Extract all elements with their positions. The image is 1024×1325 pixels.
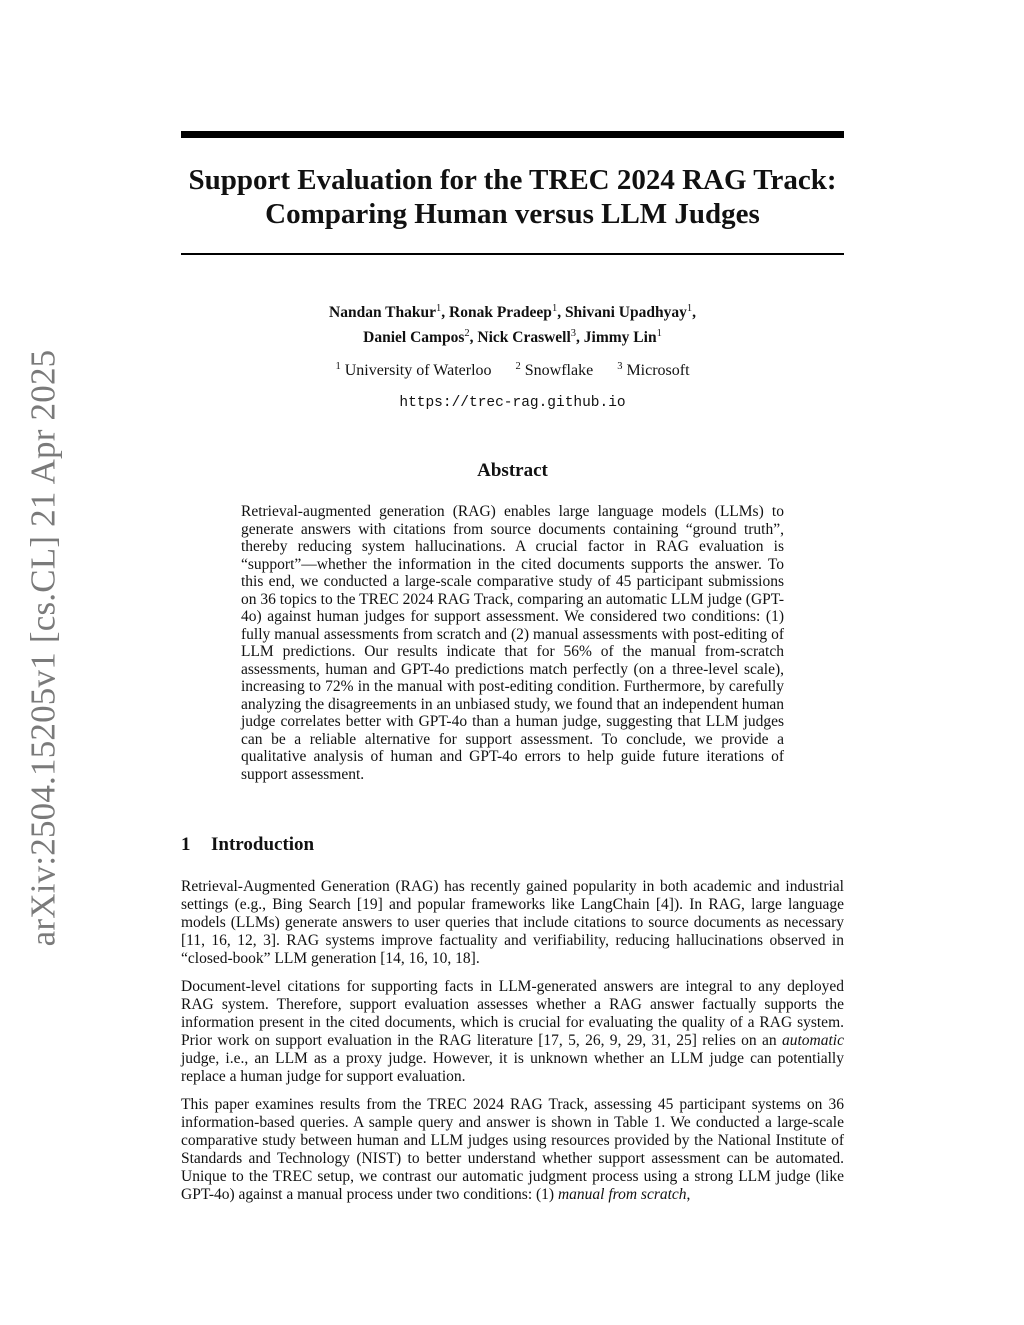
author-name: Shivani Upadhyay [564, 304, 687, 321]
arxiv-side-stamp [21, 349, 66, 946]
intro-paragraph-1: Retrieval-Augmented Generation (RAG) has recently gained popularity in both academic and industrial settings (e.g., Bing Search [19] and popular frameworks like LangChain [4]). In RAG, large language models (LLMs) generate answers to user queries that include citations to source documents as necessary [11, 16, 12, 3]. RAG systems improve factuality and verifiability, reducing hallucinations observed in “closed-book” LLM generation [14, 16, 10, 18]. [181, 878, 844, 967]
section-heading [181, 834, 844, 856]
emphasis-text: automatic [782, 1032, 844, 1049]
author-name: Ronak Pradeep [449, 304, 552, 321]
project-url[interactable]: https://trec-rag.github.io [399, 395, 626, 411]
author-list [181, 298, 844, 348]
affil-name: Snowflake [524, 362, 594, 379]
author-name: Jimmy Lin [583, 329, 657, 346]
affil-mark: 3 [617, 361, 623, 372]
introduction-body [181, 878, 844, 1214]
abstract-heading: Abstract [477, 460, 548, 481]
intro-paragraph-3 [181, 1096, 844, 1204]
emphasis-text: manual from scratch [557, 1186, 687, 1203]
author-affil-mark: 1 [436, 303, 442, 314]
paragraph-text: Document-level citations for supporting facts in LLM-generated answers are integral to any deployed RAG system. Therefore, support evaluation assesses whether a RAG answer factually supports the information present in the cited documents, which is crucial for evaluating the quality of a RAG system. Prior work on support evaluation in the RAG literature [17, 5, 26, 9, 29, 31, 25] relies on an [181, 978, 844, 1049]
section-number: 1 [181, 834, 191, 855]
author-name: Nandan Thakur [329, 304, 437, 321]
affil-mark: 2 [515, 361, 521, 372]
author-affil-mark: 3 [570, 328, 577, 339]
affil-name: Microsoft [626, 362, 690, 379]
title-line-2: Comparing Human versus LLM Judges [265, 198, 760, 230]
author-line-1: Nandan Thakur$^1$, Ronak Pradeep$^1$, Shivani Upadhyay$^1$, [329, 303, 696, 321]
author-line-2: Daniel Campos$^2$, Nick Craswell$^3$, Jimmy Lin$^1$ [363, 328, 662, 346]
author-name: Daniel Campos [363, 329, 465, 346]
abstract-text: Retrieval-augmented generation (RAG) enables large language models (LLMs) to generate answers with citations from source documents containing “ground truth”, thereby reducing system hallucinations. A crucial factor in RAG evaluation is “support”—whether the information in the cited documents supports the answer. To this end, we conducted a large-scale comparative study of 45 participant submissions on 36 topics to the TREC 2024 RAG Track, comparing an automatic LLM judge (GPT-4o) against human judges for support assessment. We considered two conditions: (1) fully manual assessments from scratch and (2) manual assessments with post-editing of LLM predictions. Our results indicate that for 56% of the manual from-scratch assessments, human and GPT-4o predictions match perfectly (on a three-level scale), increasing to 72% in the manual with post-editing condition. Furthermore, by carefully analyzing the disagreements in an unbiased study, we found that an independent human judge correlates better with GPT-4o than a human judge, suggesting that LLM judges can be a reliable alternative for support assessment. To conclude, we provide a qualitative analysis of human and GPT-4o errors to help guide future iterations of support assessment. [241, 503, 784, 783]
author-affil-mark: 1 [551, 303, 558, 314]
title-line-1: Support Evaluation for the TREC 2024 RAG Track: [188, 164, 837, 196]
author-name: Nick Craswell [477, 329, 571, 346]
affiliations [181, 356, 844, 381]
title-rule-bottom [181, 253, 844, 255]
author-affil-mark: 1 [686, 303, 693, 314]
paper-title [181, 163, 844, 231]
section-title: Introduction [211, 834, 315, 855]
author-affil-mark: 2 [464, 328, 470, 339]
paragraph-text: , [686, 1186, 691, 1203]
author-affil-mark: 1 [656, 328, 662, 339]
title-rule-top [181, 131, 844, 138]
paragraph-text: This paper examines results from the TREC 2024 RAG Track, assessing 45 participant systems on 36 information-based queries. A sample query and answer is shown in Table 1. We conducted a large-scale comparative study between human and LLM judges using resources provided by the National Institute of Standards and Technology (NIST) to better understand whether support assessment can be automated. Unique to the TREC setup, we contrast our automatic judgment process using a strong LLM judge (like GPT-4o) against a manual process under two conditions: (1) [181, 1096, 844, 1203]
affil-mark: 1 [335, 361, 341, 372]
arxiv-identifier: arXiv:2504.15205v1 [cs.CL] 21 Apr 2025 [23, 349, 63, 946]
intro-paragraph-2 [181, 978, 844, 1086]
paragraph-text: judge, i.e., an LLM as a proxy judge. However, it is unknown whether an LLM judge can potentially replace a human judge for support evaluation. [181, 1050, 844, 1085]
affil-name: University of Waterloo [344, 362, 492, 379]
